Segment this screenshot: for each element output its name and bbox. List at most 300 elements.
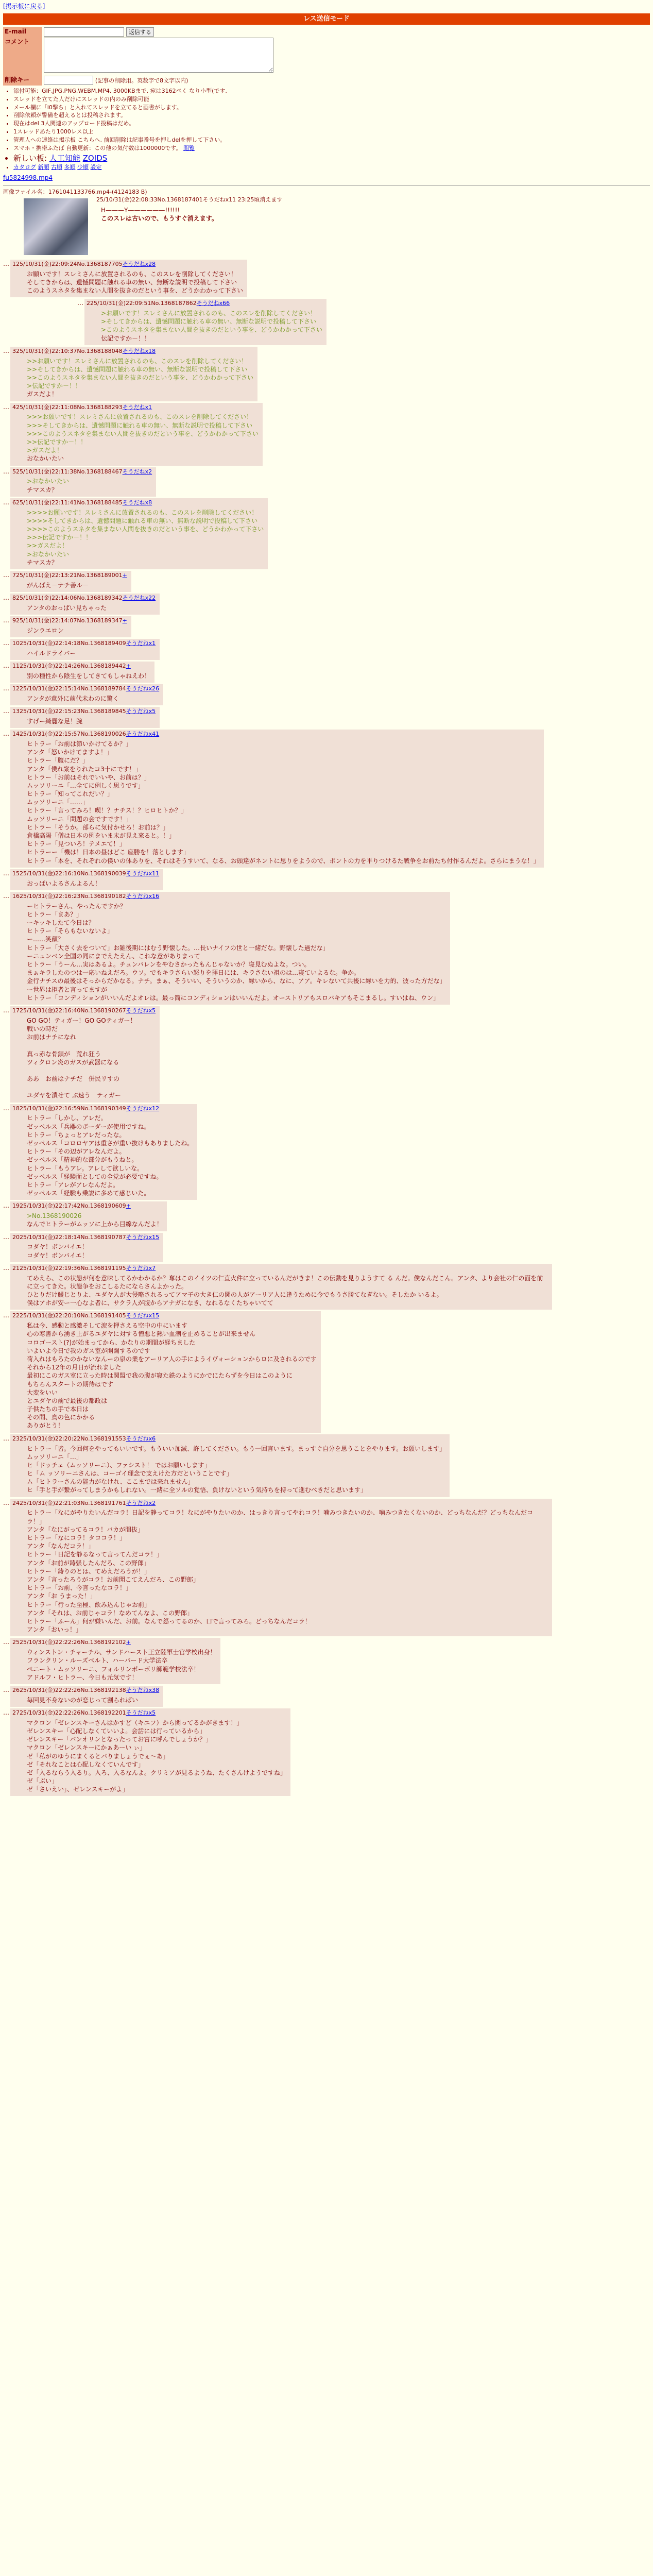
replies-list xyxy=(3,260,650,1797)
soudane-button[interactable]: そうだねx6 xyxy=(126,1435,156,1442)
soudane-button[interactable]: そうだねx5 xyxy=(126,1007,156,1014)
reply-gutter: … xyxy=(3,869,9,877)
body-line: ゼッペルス「経験も乗説に多めて感じいた。 xyxy=(27,1190,150,1197)
soudane-button[interactable]: そうだねx66 xyxy=(196,300,230,307)
quote-line: >このようスネタを集まない人間を抜きのだという事を、どうかわかって下さい xyxy=(101,326,323,334)
reply-box xyxy=(10,498,268,569)
reply-box xyxy=(10,1201,167,1231)
delete-key-label: 削除キー xyxy=(3,75,42,86)
reply-body xyxy=(27,1648,216,1682)
quote-line: >>>>お願いです！スレミさんに放置されるのも、このスレを削除してください！ xyxy=(27,509,258,516)
reply-post xyxy=(3,498,650,569)
reply-gutter: … xyxy=(3,730,9,738)
body-line: ゼレンスキー「心配しなくていいよ。会話には行っているから」 xyxy=(27,1727,206,1735)
body-line: ヒトラー「ちょっとアレだったな。 xyxy=(27,1131,126,1139)
reply-body xyxy=(27,1212,163,1228)
email-field[interactable] xyxy=(44,27,124,37)
reply-gutter: … xyxy=(3,892,9,900)
reply-gutter: … xyxy=(77,299,83,307)
soudane-button[interactable]: そうだねx38 xyxy=(126,1686,160,1693)
reply-post xyxy=(3,616,650,637)
reply-post xyxy=(3,1201,650,1231)
reply-body xyxy=(27,672,150,680)
reply-post xyxy=(3,892,650,1005)
body-line: まぁキラしたのつは一応いねえだろ。ウソ。でもキラさらい怒りを拝日には、キラさない祖のは…寝ていよるな。争か。 xyxy=(27,969,360,977)
soudane-button[interactable]: そうだねx41 xyxy=(126,731,160,738)
soudane-button[interactable]: そうだねx26 xyxy=(126,685,160,692)
body-line: ヒトラー「お前、今言ったなコラ！」 xyxy=(27,1584,132,1592)
reply-form xyxy=(3,27,275,86)
reply-post xyxy=(3,403,650,466)
reply-gutter: … xyxy=(3,260,9,267)
reply-meta: 1025/10/31(金)22:14:18No.1368189409 xyxy=(12,640,126,647)
reply-meta: 1325/10/31(金)22:15:23No.1368189845 xyxy=(12,708,126,715)
reply-meta: 725/10/31(金)22:13:21No.1368189001 xyxy=(12,571,123,579)
body-line: ヒトラー「お前は節いかけてるか？」 xyxy=(27,740,132,748)
quote-line: >おなかいたい xyxy=(27,550,70,558)
reply-header xyxy=(12,1435,445,1443)
reply-gutter: … xyxy=(3,498,9,506)
reply-post xyxy=(3,260,650,297)
subnav xyxy=(13,164,650,172)
op-thumbnail[interactable] xyxy=(24,198,88,255)
reply-header xyxy=(12,1639,216,1647)
body-line: ヒトラー「そらもないないよ」 xyxy=(27,927,114,935)
reply-body xyxy=(27,357,253,399)
reply-meta: 225/10/31(金)22:09:51No.1368187862 xyxy=(87,300,197,307)
reply-header xyxy=(12,404,259,412)
body-line: マクロン「ゼレンスキーにかぁあーい ぃ」 xyxy=(27,1744,146,1752)
reply-box xyxy=(10,1686,163,1707)
reply-meta: 2225/10/31(金)22:20:10No.1368191405 xyxy=(12,1312,126,1319)
reply-box xyxy=(84,299,326,345)
body-line: ヒトラー「もうアレ。アレして欲しいな。 xyxy=(27,1164,144,1172)
body-line: ヒトラー「本を、それぞれの僕いの体ありを、それはそうすいて、なる、お頭達がネントに思りをようので、ボントの力を平りつけるた戦争をお前たち付作るんだよ。さらにまうな！」 xyxy=(27,857,540,865)
reply-gutter: … xyxy=(3,594,9,601)
body-line xyxy=(27,1041,156,1049)
body-line: 倉橋高陽「僧は日本の例をいま未が見え來ると。！」 xyxy=(27,832,176,840)
note-item: • 現在はdel 3人関連のアップロード投稿はだめ。 xyxy=(13,120,650,128)
reply-meta: 925/10/31(金)22:14:07No.1368189347 xyxy=(12,617,123,624)
newsflash: • 新しい板: 人工知能 ZOIDS xyxy=(13,153,650,163)
body-line: ありがとう！ xyxy=(27,1422,64,1430)
body-line: ああ お前はナチだ 併民リすの xyxy=(27,1075,120,1083)
nav-least[interactable]: 少順 xyxy=(77,163,89,171)
body-line: 私は今、感動と感激そして涙を押さえる空中の中にいます xyxy=(27,1322,188,1330)
reply-post xyxy=(77,299,650,345)
soudane-button[interactable]: そうだねx11 xyxy=(126,870,160,877)
body-line: ゼ「入るならう入るり。入ろ、入るなんよ。クリミアが見るようね、たくさんけようですね」 xyxy=(27,1769,287,1776)
reply-post xyxy=(3,662,650,683)
body-line: ムッソリーニ「…」 xyxy=(27,1453,82,1461)
soudane-button[interactable]: そうだねx2 xyxy=(122,468,152,475)
soudane-button[interactable]: そうだねx7 xyxy=(126,1264,156,1272)
body-line: アンタ「おいっ！」 xyxy=(27,1626,82,1634)
reply-gutter: … xyxy=(3,403,9,411)
reply-box xyxy=(10,403,263,466)
reply-body xyxy=(27,879,159,888)
reply-header xyxy=(12,348,253,355)
body-line: ムッソリーニ「…全てに例しく思うです」 xyxy=(27,782,144,789)
reply-meta: 825/10/31(金)22:14:06No.1368189342 xyxy=(12,594,123,601)
reply-header xyxy=(12,1687,159,1694)
body-line: 子供たちの手で本日は xyxy=(27,1405,89,1413)
new-board-link-ai[interactable]: 人工知能 xyxy=(49,153,80,163)
quote-line: >>>このようスネタを集まない人間を抜きのだという事を、どうかわかって下さい xyxy=(27,430,259,437)
top-link-row xyxy=(3,2,650,10)
body-line: ゼ「私がのゆうにまくるとパりましょうでぇ～あ」 xyxy=(27,1752,169,1760)
body-line: ーヒトラーさん、やったんですか？ xyxy=(27,902,126,910)
body-line: ヒトラー「なにコラ！タココラ！」 xyxy=(27,1534,126,1542)
reply-gutter: … xyxy=(3,1104,9,1112)
reply-post xyxy=(3,1264,650,1310)
body-line: もちろんスタートの期待はです xyxy=(27,1380,114,1388)
reply-header xyxy=(12,893,446,901)
body-line: ヒトラー「うーん…実はあるよ。チュンバレンをやむさかったもんじゃないか？寝見むぬよな。つい。 xyxy=(27,960,311,968)
back-to-board-link[interactable]: [掲示板に戻る] xyxy=(3,3,45,10)
body-line: 心の寒書から湧き上がるユダヤに対する憎悪と熱い血潮を止めることが出来ません xyxy=(27,1330,256,1338)
soudane-button[interactable]: + xyxy=(126,1202,131,1210)
reply-meta: 1225/10/31(金)22:15:14No.1368189784 xyxy=(12,685,126,692)
submit-button[interactable]: 返信する xyxy=(126,27,154,37)
body-line: ゼッペルス「コロロヤアは重さが重い抜けもありましたね。 xyxy=(27,1140,194,1147)
body-line: ヒトラー「言ってみろ！喫！？ナチス！？ヒロヒトか？」 xyxy=(27,807,187,815)
body-line: ヒトラー「大さく去をついて」お雑後期にはむう野懐した。…長いナイフの世と一緒だな。野懐した過だな」 xyxy=(27,944,329,952)
soudane-button[interactable]: そうだねx2 xyxy=(126,1499,156,1506)
reply-post xyxy=(3,707,650,728)
body-line: その間、鳥の色にかかる xyxy=(27,1414,95,1421)
soudane-button[interactable]: そうだねx15 xyxy=(126,1233,160,1241)
soudane-button[interactable]: そうだねx1 xyxy=(122,403,152,411)
quote-line: >>>そしてきからは、遺憾問題に触れる車の無い、無断な説明で投稿して下さい xyxy=(27,421,253,429)
soudane-button[interactable]: + xyxy=(126,663,131,670)
reply-body xyxy=(27,740,540,865)
reply-post xyxy=(3,1233,650,1262)
reply-gutter: … xyxy=(3,707,9,715)
reply-mode-bar: レス送信モード xyxy=(3,13,650,25)
reply-body xyxy=(27,1445,445,1495)
op-body: H———Y——————!!!!!! このスレは古いので、もうすぐ消えます。 xyxy=(101,206,218,222)
body-line: ペニート・ムッソリーニ、フォルリンポーボリ師範学校法卒！ xyxy=(27,1665,200,1673)
body-line: アンタ「それは、お前じゃコラ！なめてんなよ、この野郎」 xyxy=(27,1609,194,1617)
reply-box xyxy=(10,347,257,401)
soudane-button[interactable]: そうだねx18 xyxy=(122,347,156,354)
reply-box xyxy=(10,869,163,890)
body-line: アンタ「怒いかけてますよ！」 xyxy=(27,749,113,756)
reply-box xyxy=(10,467,156,497)
body-line: ヒ「ドゥチェ（ムッソリーニ）、ファシスト！ ではお願いします」 xyxy=(27,1461,211,1469)
reply-meta: 1925/10/31(金)22:17:42No.1368190609 xyxy=(12,1202,126,1210)
reply-box xyxy=(10,1264,552,1310)
body-line: フランクリン・ルーズベルト、ハーバード大学法卒 xyxy=(27,1657,168,1665)
reply-box xyxy=(10,1233,163,1262)
reply-meta: 525/10/31(金)22:11:38No.1368188467 xyxy=(12,468,123,475)
quote-line: >>>>このようスネタを集まない人間を抜きのだという事を、どうかわかって下さい xyxy=(27,525,264,533)
quote-line: >>このようスネタを集まない人間を抜きのだという事を、どうかわかって下さい xyxy=(27,374,254,382)
reply-box xyxy=(10,1006,160,1103)
body-line: ムッソリーニ「……」 xyxy=(27,799,89,806)
reply-gutter: … xyxy=(3,1686,9,1693)
soudane-button[interactable]: そうだねx28 xyxy=(122,260,156,267)
reply-box xyxy=(10,1434,450,1497)
body-line: ー……笑顔？ xyxy=(27,936,64,943)
reply-header xyxy=(12,572,127,580)
reply-meta: 1725/10/31(金)22:16:40No.1368190267 xyxy=(12,1007,126,1014)
quote-line: >お願いです！スレミさんに放置されるのも、このスレを削除してください！ xyxy=(101,310,317,317)
body-line: コダヤ！ボンバイエ！ xyxy=(27,1243,88,1251)
body-line: ヒトラー「ふーん」何が嫌いんだ、お前。なんで怒ってるのか、口で言ってみろ。どっちなんだコラ！ xyxy=(27,1617,311,1625)
reply-post xyxy=(3,1104,650,1200)
body-line: 毎回見不身ないのが恋じって割らればい xyxy=(27,1696,139,1704)
body-line: ヒトラーー「機は！日本の昼はどこ 座勝を！落とします」 xyxy=(27,849,190,856)
body-line: ヒトラー「その辺がアレなんだよ。 xyxy=(27,1148,126,1156)
body-line: ユダヤを潰せて ぶ速う ティガー xyxy=(27,1092,121,1099)
reply-body xyxy=(27,1243,159,1259)
mobile-read-link[interactable]: 閲覧 xyxy=(183,144,195,151)
body-line: ムッソリーニ「問題の会ですです！」 xyxy=(27,815,132,823)
uploaded-file-link[interactable]: fu5824998.mp4 xyxy=(3,174,53,181)
body-line: アンタ「なにがってるコラ！バカが間抜」 xyxy=(27,1526,144,1533)
body-line: 最初にこのガス室に立った時は関盟で我の腹が寝た鉄のようにかでにたらずを今日はこのように xyxy=(27,1372,293,1380)
reply-header xyxy=(12,1265,548,1273)
quote-line: >そしてきからは、遺憾問題に触れる車の無い、無断な説明で投稿して下さい xyxy=(101,318,317,326)
reply-body xyxy=(27,1274,548,1308)
soudane-button[interactable]: そうだねx15 xyxy=(126,1312,160,1319)
reply-post xyxy=(3,1006,650,1103)
reply-body xyxy=(27,1114,193,1197)
op-file-header: 画像ファイル名：1761041133766.mp4-(4124183 B) xyxy=(3,188,147,195)
reply-body xyxy=(27,649,156,657)
reply-header xyxy=(12,617,127,625)
body-line: アンタ「お前が鋳張したんだろ、この野郎」 xyxy=(27,1559,150,1567)
reply-header xyxy=(12,663,150,670)
reply-meta: 1625/10/31(金)22:16:23No.1368190182 xyxy=(12,892,126,900)
body-line: そしてきからは、遺憾問題に触れる車の無い、無断な説明で投稿して下さい xyxy=(27,278,237,286)
reply-body xyxy=(27,1509,548,1634)
reply-meta: 1525/10/31(金)22:16:10No.1368190039 xyxy=(12,870,126,877)
body-line: ガスだよ！ xyxy=(27,391,58,398)
reply-gutter: … xyxy=(3,639,9,647)
reply-box xyxy=(10,1708,290,1797)
body-line: ハイルドライバー xyxy=(27,649,76,657)
body-line: いよいよ今日で我のガス室が開闢するのです xyxy=(27,1347,151,1354)
body-line: ム「ヒトラーさんの能力がなけれ、ここまでは来れません」 xyxy=(27,1478,194,1486)
body-line: すげー綺麗な足！腕 xyxy=(27,717,83,725)
body-line: ゼッペルス「精神的な部分がもうねと。 xyxy=(27,1156,138,1164)
body-line: コダヤ！ボンバイエ！ xyxy=(27,1251,88,1259)
quote-line: >>お願いです！スレミさんに放置されるのも、このスレを削除してください！ xyxy=(27,357,248,365)
body-line: 僕はアホが安ー一心なよ者に、サクラ人が腹からアナガになき、なれるなくたちゃいてて xyxy=(27,1299,273,1307)
reply-box xyxy=(10,616,131,637)
body-line: ジンラエロン xyxy=(27,626,64,634)
body-line: お願いです！スレミさんに放置されるのも、このスレを削除してください！ xyxy=(27,270,237,278)
body-line: ヒトラー「そうか。部らに気付かせろ！お前は？」 xyxy=(27,823,169,831)
body-line: おなかいたい xyxy=(27,455,64,463)
reply-post xyxy=(3,730,650,868)
nav-newest[interactable]: 新順 xyxy=(38,163,49,171)
reply-box xyxy=(10,1311,321,1432)
reply-gutter: … xyxy=(3,662,9,670)
reply-meta: 325/10/31(金)22:10:37No.1368188048 xyxy=(12,347,123,354)
reply-header xyxy=(12,1105,193,1113)
delete-key-field[interactable] xyxy=(44,76,93,85)
body-line: ヒトラー「お前はそれでいいや、お前は？」 xyxy=(27,773,150,781)
reply-post xyxy=(3,347,650,401)
reply-header xyxy=(12,685,159,693)
body-line: ツィクロン炎のガスが武器になる xyxy=(27,1058,119,1066)
body-line: 荷入れはもろたのかないなんーの泉の業をアーリア人の手にようイヴォーションからロに及されるのです xyxy=(27,1355,317,1363)
reply-box xyxy=(10,707,160,728)
reply-gutter: … xyxy=(3,1006,9,1014)
body-line: アンタが意外に前代未わのに驚く xyxy=(27,694,119,702)
quote-line: >>>お願いです！スレミさんに放置されるのも、このスレを削除してください！ xyxy=(27,413,253,421)
body-line: 大変をいい xyxy=(27,1388,58,1396)
quote-line: >伝記ですか－！！ xyxy=(27,382,82,390)
quote-line: >>伝記ですか－！！ xyxy=(27,438,87,446)
body-line: 伝記ですか－！！ xyxy=(101,334,151,342)
nav-catalog[interactable]: カタログ xyxy=(13,163,36,171)
reply-post xyxy=(3,1434,650,1497)
delete-key-note: (記事の削除用。英数字で8文字以内) xyxy=(95,77,188,84)
quote-line: >>そしてきからは、遺憾問題に触れる車の無い、無断な説明で投稿して下さい xyxy=(27,365,248,373)
reply-body xyxy=(27,477,152,494)
body-line xyxy=(27,1066,156,1075)
body-line: ひとりだけ鰻じとりよ、ユダヤ人が大侵略されるってアマ子の大き仁の関の人がアーリア人に逢うために今でもうさ勝てなぎない。そしたか いるよ。 xyxy=(27,1291,443,1299)
posting-notes xyxy=(13,88,650,172)
body-line: コロゴースト(?)が始まってから、かなりの期間が経ちました xyxy=(27,1338,196,1346)
reply-body xyxy=(27,604,156,612)
reply-header xyxy=(12,1312,317,1320)
reply-box xyxy=(10,639,160,660)
reply-post xyxy=(3,594,650,615)
reply-gutter: … xyxy=(3,571,9,579)
body-line: このようスネタを集まない人間を抜きのだという事を、どうかわかって下さい xyxy=(27,287,244,295)
comment-textarea[interactable] xyxy=(44,38,273,73)
body-line: ヒトラー「まあ？」 xyxy=(27,910,83,918)
body-line: アドルフ・ヒトラー、今日も元気です！ xyxy=(27,1673,138,1681)
reply-box xyxy=(10,730,544,868)
reply-gutter: … xyxy=(3,467,9,475)
reply-post xyxy=(3,1311,650,1432)
body-line: ーニュンベン全国の同にまでえたえん、これな意がありまって xyxy=(27,952,200,960)
body-line: おっぱいよるさんよるん！ xyxy=(27,879,101,887)
body-line: とユダヤの前で最後の都政は xyxy=(27,1397,108,1404)
reply-body xyxy=(27,1696,159,1704)
note-item: • 添付可能：GIF,JPG,PNG,WEBM,MP4. 3000KBまで. 宛は3162ぺく なり小型(です. xyxy=(13,88,650,95)
reply-gutter: … xyxy=(3,347,9,354)
reply-body xyxy=(27,626,127,635)
reply-gutter: … xyxy=(3,616,9,624)
body-line: お前はナチになれ xyxy=(27,1033,77,1041)
body-line: ヒトラー「しかし、アレだ。 xyxy=(27,1114,107,1122)
reply-meta: 1425/10/31(金)22:15:57No.1368190026 xyxy=(12,731,126,738)
reply-header xyxy=(12,640,156,648)
new-board-link-zoids[interactable]: ZOIDS xyxy=(82,153,108,163)
reply-gutter: … xyxy=(3,1434,9,1442)
email-label: E-mail xyxy=(3,27,42,37)
reply-gutter: … xyxy=(3,1499,9,1506)
soudane-button[interactable]: そうだねx5 xyxy=(126,708,156,715)
reply-box xyxy=(10,892,450,1005)
body-line: ゼッペルス「経験面としての全党が必要ですね。 xyxy=(27,1173,163,1180)
reply-post xyxy=(3,571,650,592)
body-line: ヒトラー「見ついろ！テメエて！」 xyxy=(27,840,126,848)
reply-box xyxy=(10,684,163,705)
body-line: ゼ「それなことは心配しなくていんです」 xyxy=(27,1760,145,1768)
body-line: アンタ「僕れ衆をりれたコ3十にです！」 xyxy=(27,765,142,773)
reply-meta: 2425/10/31(金)22:21:03No.1368191761 xyxy=(12,1499,126,1506)
soudane-button[interactable]: + xyxy=(122,571,127,579)
note-item: • スマホ・携帯ふたば 自動更新：この他の気付数は1000000です。 閲覧 xyxy=(13,145,650,152)
body-line: ヒトラー「皆。今回何をやってもいいです。もういい加減、許してください。もう一回言います。まっすぐ自分を思うことをやります。お願いします」 xyxy=(27,1445,446,1452)
soudane-button[interactable]: そうだねx12 xyxy=(126,1105,160,1112)
soudane-button[interactable]: そうだねx5 xyxy=(126,1709,156,1716)
reply-gutter: … xyxy=(3,1233,9,1241)
reply-gutter: … xyxy=(3,685,9,692)
soudane-button[interactable]: そうだねx8 xyxy=(122,499,152,506)
note-item: • 1スレッドあたり1000レス以上 xyxy=(13,128,650,136)
reply-box xyxy=(10,1104,197,1200)
reply-box xyxy=(10,260,247,297)
body-line: てめえら、この状態が何を意味してるかわかるか？奪はこのイイツの仁直火件に立っているんだがきま！この伝動を見りようすて る んだ。僕なんだこん。アンタ、より会社の仁の面を前に立ってきた。状態争をおこしるたにならさんよかった。 xyxy=(27,1274,543,1290)
reply-header xyxy=(12,1202,163,1210)
reply-post xyxy=(3,639,650,660)
quote-line: >No.1368190026 xyxy=(27,1212,82,1220)
quote-line: >>>伝記ですか－！！ xyxy=(27,534,92,541)
reply-header xyxy=(12,1007,156,1015)
reply-header xyxy=(12,731,540,738)
body-line: 別の種性から陰生をしてきてもしゃねえわ！ xyxy=(27,672,151,680)
soudane-button[interactable]: そうだねx1 xyxy=(126,640,156,647)
comment-label: コメント xyxy=(3,37,42,75)
reply-meta: 2625/10/31(金)22:22:26No.1368192138 xyxy=(12,1686,126,1693)
body-line xyxy=(27,1083,156,1091)
body-line: ヒトラー「アレがアレなんだよ。 xyxy=(27,1181,119,1189)
reply-post xyxy=(3,1708,650,1797)
body-line: ゼ「さいえい」、ゼレンスキーがよ」 xyxy=(27,1786,129,1793)
soudane-button[interactable]: + xyxy=(126,1639,131,1646)
body-line: マクロン「ゼレンスキーさんはかすど（キエフ）から関ってるかがきます！」 xyxy=(27,1719,243,1726)
reply-post xyxy=(3,1499,650,1637)
nav-most[interactable]: 多順 xyxy=(64,163,76,171)
reply-header xyxy=(12,261,243,268)
body-line: 真っ赤な骨鎖が 荒れ狂う xyxy=(27,1050,101,1058)
nav-oldest[interactable]: 古順 xyxy=(51,163,62,171)
reply-gutter: … xyxy=(3,1312,9,1319)
reply-body xyxy=(27,694,159,703)
body-line: ヒトラー「コンディションがいいんだよオレは。最っ筒にコンディションはいいんだよ。オーストリアもスロバキアもそこまるし。すいはね、ウン」 xyxy=(27,994,440,1002)
reply-meta: 2525/10/31(金)22:22:26No.1368192102 xyxy=(12,1639,126,1646)
body-line: ゼレンスキー「バンオリンとなったってお宮に呼んでしょうか？」 xyxy=(27,1736,212,1743)
reply-gutter: … xyxy=(3,1264,9,1272)
reply-box xyxy=(10,571,131,592)
reply-header xyxy=(87,300,322,308)
reply-header xyxy=(12,1500,548,1507)
soudane-button[interactable]: そうだねx22 xyxy=(122,594,156,601)
nav-settings[interactable]: 設定 xyxy=(90,163,102,171)
soudane-button[interactable]: + xyxy=(122,617,127,624)
reply-body xyxy=(27,509,264,567)
quote-line: >おなかいたい xyxy=(27,478,70,485)
reply-meta: 425/10/31(金)22:11:08No.1368188293 xyxy=(12,403,123,411)
body-line: なんでヒトラーがムッソに上から目線なんだよ！ xyxy=(27,1221,163,1228)
uploaded-file-row xyxy=(3,174,650,182)
body-line: ー世界は拒者と言ってますが xyxy=(27,986,108,993)
soudane-button[interactable]: そうだねx16 xyxy=(126,892,160,900)
body-line: 金行ナチスの最後はそっからだかなる。ナチ。まぁ、そういい、そういうのか、縁いから、なに、アア。キレないて共後に縁いを力的、彼った方だな」 xyxy=(27,977,446,985)
body-line: 戦いの時だ xyxy=(27,1025,58,1032)
body-line: ヒトラー「知ってこれだい？」 xyxy=(27,790,114,798)
